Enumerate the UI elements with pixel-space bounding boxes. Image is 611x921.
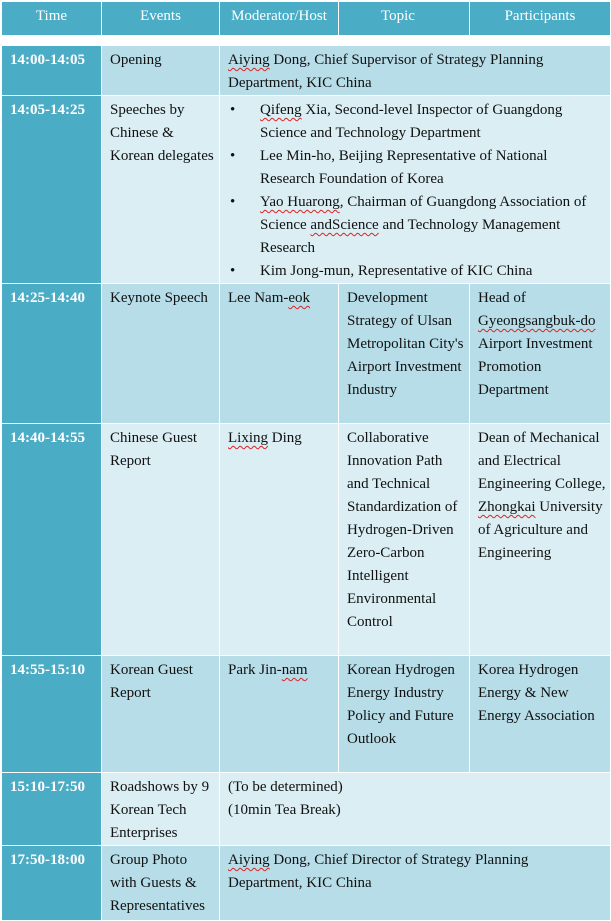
- speaker-text: Kim Jong-mun, Representative of KIC China: [260, 263, 533, 279]
- table-row: [2, 773, 611, 846]
- table-row: [2, 46, 611, 96]
- topic-cell: Korean Hydrogen Energy Industry Policy and Future Outlook: [339, 656, 470, 773]
- spellcheck-word: Zhongkai: [478, 499, 536, 515]
- participants-text: University of Agriculture and Engineering: [478, 499, 603, 561]
- event-cell: Opening: [102, 46, 220, 96]
- participants-text: Head of: [478, 290, 526, 306]
- speaker-text: Xia, Second-level Inspector of Guangdong Science and Technology Department: [260, 102, 563, 141]
- host-cell: [220, 46, 611, 96]
- bullet: •: [230, 263, 236, 279]
- participants-cell: [470, 284, 611, 424]
- host-text: Dong, Chief Supervisor of Strategy Planning Department, KIC China: [228, 52, 544, 91]
- spellcheck-name: eok: [288, 290, 311, 306]
- header-topic: Topic: [339, 2, 470, 36]
- list-item: [228, 260, 606, 283]
- speakers-list: [228, 99, 606, 283]
- table-row: [2, 656, 611, 773]
- moderator-text: Lee Nam-: [228, 290, 289, 306]
- tea-break-note: (10min Tea Break): [228, 802, 341, 818]
- list-item: [228, 99, 606, 145]
- spellcheck-name: Lixing: [228, 430, 268, 446]
- bullet: •: [230, 148, 236, 164]
- time-cell: 14:40-14:55: [2, 424, 102, 656]
- list-item: [228, 145, 606, 191]
- moderator-cell: [220, 656, 339, 773]
- spellcheck-word: andScience: [310, 217, 379, 233]
- participants-cell: Korea Hydrogen Energy & New Energy Association: [470, 656, 611, 773]
- header-row: [2, 2, 611, 36]
- time-cell: 14:55-15:10: [2, 656, 102, 773]
- spellcheck-name: Qifeng: [260, 102, 302, 118]
- moderator-cell: [220, 424, 339, 656]
- table-row: [2, 96, 611, 284]
- participants-cell: [470, 424, 611, 656]
- host-text: Dong, Chief Director of Strategy Planning Department, KIC China: [228, 852, 529, 891]
- time-cell: 15:10-17:50: [2, 773, 102, 846]
- event-cell: Group Photo with Guests & Representatives: [102, 846, 220, 921]
- speaker-text: and Technology Management Research: [260, 217, 561, 256]
- host-cell: [220, 846, 611, 921]
- spellcheck-word: Gyeongsangbuk-do: [478, 313, 596, 329]
- speaker-text: Lee Min-ho, Beijing Representative of National Research Foundation of Korea: [260, 148, 548, 187]
- header-events: Events: [102, 2, 220, 36]
- participants-text: Dean of Mechanical and Electrical Engineering College,: [478, 430, 606, 492]
- spellcheck-name: Aiying: [228, 852, 270, 868]
- note-cell: [220, 773, 611, 846]
- event-cell: Speeches by Chinese & Korean delegates: [102, 96, 220, 284]
- event-cell: Roadshows by 9 Korean Tech Enterprises: [102, 773, 220, 846]
- time-cell: 14:00-14:05: [2, 46, 102, 96]
- topic-cell: Collaborative Innovation Path and Technical Standardization of Hydrogen-Driven Zero-Carbon Intelligent Environmental Control: [339, 424, 470, 656]
- spellcheck-name: nam: [281, 662, 308, 678]
- table-row: [2, 424, 611, 656]
- header-moderator: Moderator/Host: [220, 2, 339, 36]
- moderator-text: Ding: [268, 430, 302, 446]
- event-cell: Chinese Guest Report: [102, 424, 220, 656]
- bullet: •: [230, 194, 236, 210]
- time-cell: 14:05-14:25: [2, 96, 102, 284]
- spellcheck-name: Aiying: [228, 52, 270, 68]
- bullet: •: [230, 102, 236, 118]
- header-participants: Participants: [470, 2, 611, 36]
- time-cell: 17:50-18:00: [2, 846, 102, 921]
- speakers-cell: [220, 96, 611, 284]
- speaker-text: , Chairman of Guangdong Association of Science: [260, 194, 587, 233]
- agenda-table: [1, 1, 611, 921]
- header-time: Time: [2, 2, 102, 36]
- table-row: [2, 846, 611, 921]
- list-item: [228, 191, 606, 260]
- moderator-cell: [220, 284, 339, 424]
- tbd-note: (To be determined): [228, 779, 343, 795]
- moderator-text: Park Jin-: [228, 662, 282, 678]
- participants-text: Airport Investment Promotion Department: [478, 336, 593, 398]
- spellcheck-name: Yao Huarong: [260, 194, 340, 210]
- topic-cell: Development Strategy of Ulsan Metropolitan City's Airport Investment Industry: [339, 284, 470, 424]
- time-cell: 14:25-14:40: [2, 284, 102, 424]
- event-cell: Korean Guest Report: [102, 656, 220, 773]
- header-spacer: [2, 36, 611, 46]
- table-row: [2, 284, 611, 424]
- event-cell: Keynote Speech: [102, 284, 220, 424]
